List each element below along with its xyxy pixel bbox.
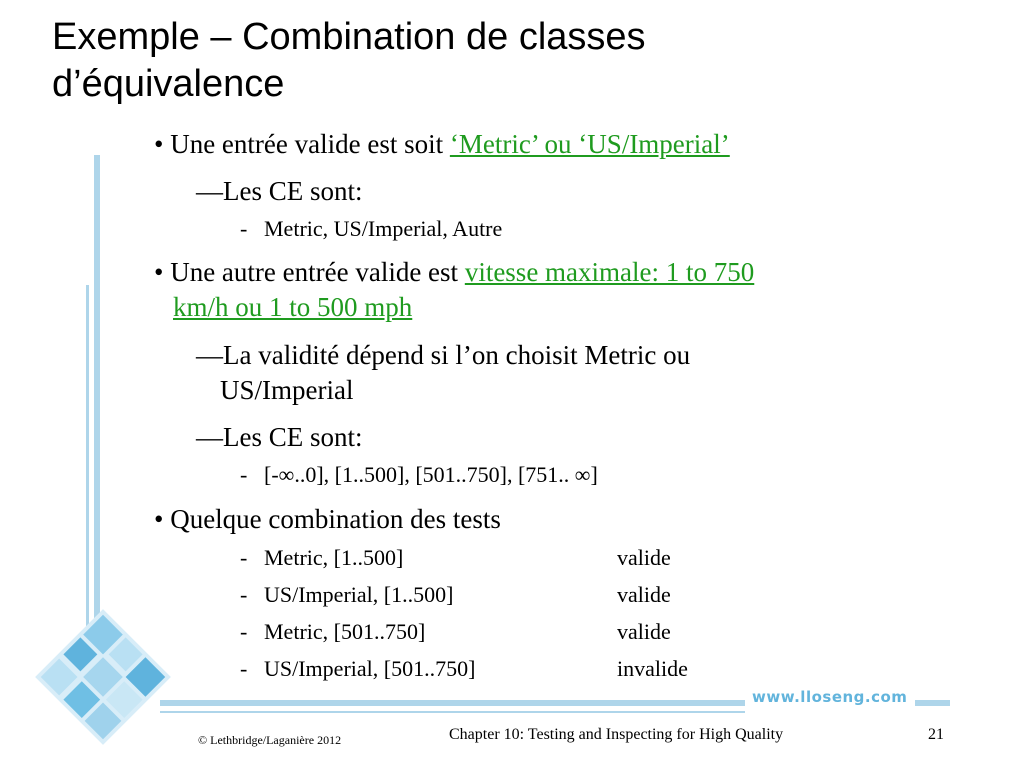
- decor-vertical-bar-thin: [86, 285, 89, 645]
- dash-marker: -: [240, 545, 248, 570]
- decor-horizontal-bar: [160, 700, 745, 706]
- test-row: [240, 618, 671, 646]
- test-status: valide: [617, 545, 671, 570]
- footer-chapter: Chapter 10: Testing and Inspecting for High Quality: [449, 726, 784, 743]
- bullet-2-sub1-line2: US/Imperial: [220, 375, 354, 405]
- dash-marker: -: [240, 462, 248, 487]
- dash-marker: -: [240, 619, 248, 644]
- bullet-2-cont: [173, 290, 412, 325]
- bullet-marker: •: [154, 129, 164, 159]
- test-combo: US/Imperial, [501..750]: [264, 656, 476, 681]
- test-row: [240, 544, 671, 572]
- bullet-1-link[interactable]: ‘Metric’ ou ‘US/Imperial’: [449, 129, 730, 159]
- bullet-1-subsub: [240, 215, 502, 243]
- bullet-marker: •: [154, 504, 164, 534]
- dash-marker: -: [240, 656, 248, 681]
- test-row: [240, 655, 688, 683]
- slide-title-line1: Exemple – Combination de classes: [52, 16, 646, 58]
- slide-title: [52, 14, 992, 108]
- slide-title-line2: d’équivalence: [52, 63, 285, 105]
- decor-horizontal-bar-right: [915, 700, 950, 706]
- bullet-3: [154, 502, 501, 537]
- test-row: [240, 581, 671, 609]
- test-combo: Metric, [1..500]: [264, 545, 404, 570]
- test-combo: US/Imperial, [1..500]: [264, 582, 454, 607]
- test-status: invalide: [617, 656, 688, 681]
- website-logo-text: www.lloseng.com: [752, 688, 908, 706]
- bullet-1: [154, 127, 730, 162]
- test-status: valide: [617, 582, 671, 607]
- bullet-2-sub1-line1: —La validité dépend si l’on choisit Metric ou: [196, 340, 691, 370]
- dash-marker: -: [240, 216, 248, 241]
- decor-diamond-logo: [28, 595, 178, 765]
- bullet-2-subsub-text: [-∞..0], [1..500], [501..750], [751.. ∞]: [264, 462, 598, 487]
- bullet-1-subsub-text: Metric, US/Imperial, Autre: [264, 216, 503, 241]
- bullet-2-link-line1[interactable]: vitesse maximale: 1 to 750: [464, 257, 755, 287]
- bullet-2: [154, 255, 754, 290]
- bullet-3-text: Quelque combination des tests: [170, 504, 501, 534]
- page-number: 21: [928, 726, 944, 743]
- bullet-2-text: Une autre entrée valide est: [170, 257, 465, 287]
- test-status: valide: [617, 619, 671, 644]
- test-combo: Metric, [501..750]: [264, 619, 426, 644]
- footer-copyright: © Lethbridge/Laganière 2012: [198, 733, 342, 747]
- bullet-1-text: Une entrée valide est soit: [170, 129, 450, 159]
- bullet-marker: •: [154, 257, 164, 287]
- bullet-2-subsub: [240, 461, 598, 489]
- decor-horizontal-bar-thin: [160, 711, 745, 713]
- dash-marker: -: [240, 582, 248, 607]
- bullet-1-sub: —Les CE sont:: [196, 176, 363, 206]
- bullet-2-sub2: —Les CE sont:: [196, 422, 363, 452]
- bullet-2-link-line2[interactable]: km/h ou 1 to 500 mph: [173, 292, 413, 322]
